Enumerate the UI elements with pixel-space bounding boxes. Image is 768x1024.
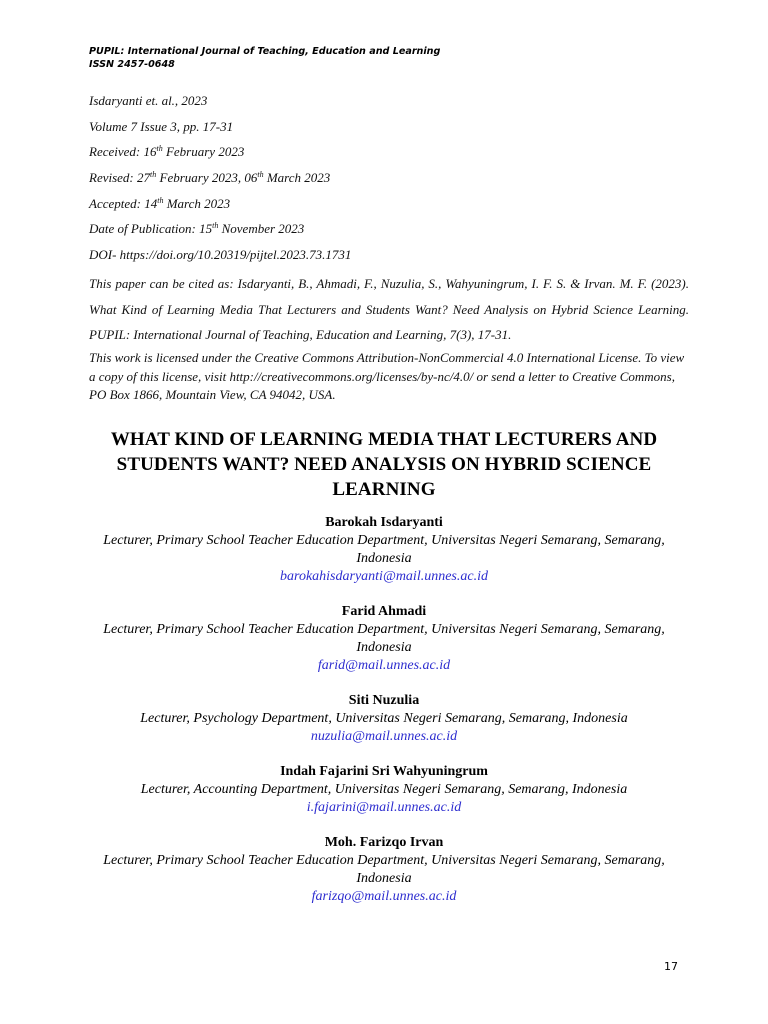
author-name: Farid Ahmadi — [341, 604, 427, 619]
citation-text: This paper can be cited as: Isdaryanti, B., Ahmadi, F., Nuzulia, S., Wahyuningrum, I. F. S. & Irvan. M. F. (2023). What Kind of Learning Media That Lecturers and Students Want? Need Analysis on Hybrid Science Learning. PUPIL: International Journal of Teaching, Education and Learning, 7(3), 17-31. — [89, 275, 689, 343]
received-date: Received: 16th February 2023 — [89, 144, 245, 160]
author-affiliation: Lecturer, Accounting Department, Universitas Negeri Semarang, Semarang, Indonesia — [140, 782, 628, 797]
revised-date: Revised: 27th February 2023, 06th March 2023 — [89, 170, 331, 186]
author-name: Indah Fajarini Sri Wahyuningrum — [280, 764, 488, 779]
volume-info: Volume 7 Issue 3, pp. 17-31 — [89, 118, 234, 134]
author-list — [89, 514, 679, 923]
license-text: This work is licensed under the Creative Commons Attribution-NonCommercial 4.0 International License. To view a copy of this license, visit http://creativecommons.org/licenses/by-nc/4.0/ or send a letter to Creative Commons, PO Box 1866, Mountain View, CA 94042, USA. — [89, 350, 685, 402]
paper-title: WHAT KIND OF LEARNING MEDIA THAT LECTURERS AND STUDENTS WANT? NEED ANALYSIS ON HYBRID SCIENCE LEARNING — [110, 429, 658, 500]
journal-header — [89, 45, 689, 71]
author-affiliation: Lecturer, Psychology Department, Universitas Negeri Semarang, Semarang, Indonesia — [140, 711, 628, 726]
author-email[interactable]: farizqo@mail.unnes.ac.id — [311, 889, 457, 904]
author-affiliation: Lecturer, Primary School Teacher Education Department, Universitas Negeri Semarang, Semarang, Indonesia — [103, 533, 665, 566]
author-name: Moh. Farizqo Irvan — [324, 835, 444, 850]
authors-short: Isdaryanti et. al., 2023 — [89, 93, 208, 108]
author-name: Siti Nuzulia — [348, 693, 420, 708]
author-email[interactable]: i.fajarini@mail.unnes.ac.id — [306, 800, 462, 815]
author-email[interactable]: farid@mail.unnes.ac.id — [317, 658, 451, 673]
doi-link[interactable]: DOI- https://doi.org/10.20319/pijtel.2023.73.1731 — [89, 247, 352, 263]
author-affiliation: Lecturer, Primary School Teacher Education Department, Universitas Negeri Semarang, Semarang, Indonesia — [103, 622, 665, 655]
author-block — [89, 603, 679, 675]
author-block — [89, 763, 679, 817]
page-number: 17 — [664, 960, 678, 973]
author-block — [89, 514, 679, 586]
article-metadata — [89, 91, 689, 348]
journal-name: PUPIL: International Journal of Teaching, Education and Learning — [89, 46, 441, 57]
author-email[interactable]: barokahisdaryanti@mail.unnes.ac.id — [280, 569, 488, 584]
author-block — [89, 834, 679, 906]
author-block — [89, 692, 679, 746]
author-name: Barokah Isdaryanti — [325, 515, 443, 530]
journal-issn: ISSN 2457-0648 — [89, 59, 175, 70]
publication-date: Date of Publication: 15th November 2023 — [89, 221, 305, 237]
author-affiliation: Lecturer, Primary School Teacher Education Department, Universitas Negeri Semarang, Semarang, Indonesia — [103, 853, 665, 886]
author-email[interactable]: nuzulia@mail.unnes.ac.id — [310, 729, 458, 744]
accepted-date: Accepted: 14th March 2023 — [89, 195, 231, 211]
